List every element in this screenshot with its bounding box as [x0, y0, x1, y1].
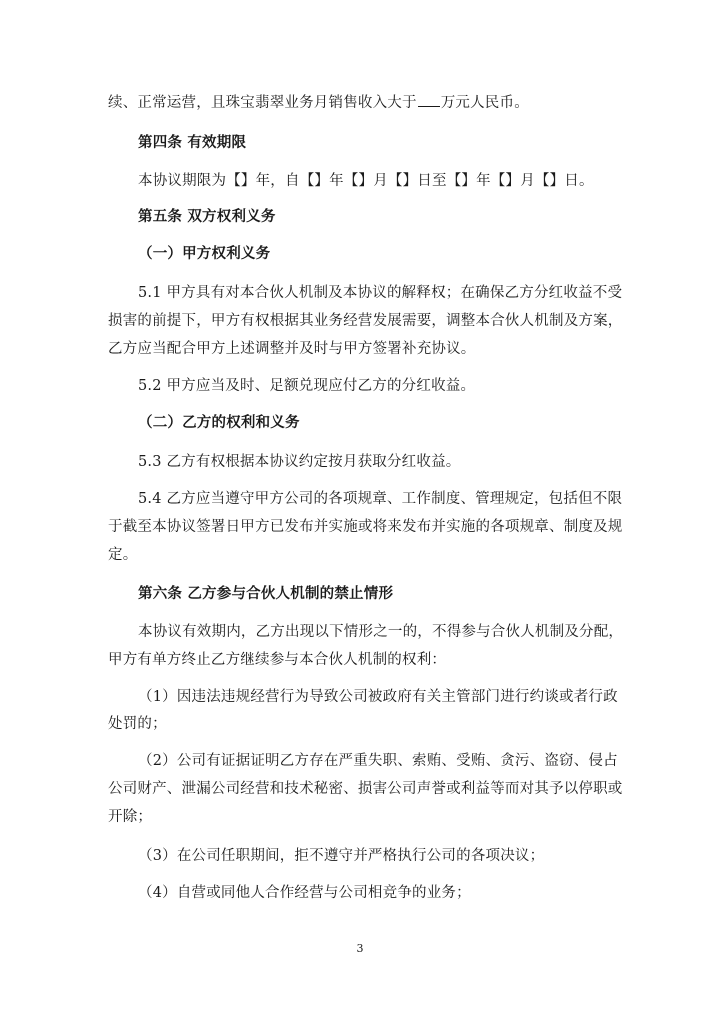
clause-5-1-line-3: 乙方应当配合甲方上述调整并及时与甲方签署补充协议。	[108, 341, 476, 357]
clause-5-1-line-1: 5.1 甲方具有对本合伙人机制及本协议的解释权；在确保乙方分红收益不受	[138, 285, 623, 301]
clause-5-2: 5.2 甲方应当及时、足额兑现应付乙方的分红收益。	[138, 378, 476, 394]
article-5-heading: 第五条 双方权利义务	[138, 208, 276, 225]
clause-5-4-line-2: 于截至本协议签署日甲方已发布并实施或将来发布并实施的各项规章、制度及规	[108, 519, 623, 535]
clause-5-4-line-1: 5.4 乙方应当遵守甲方公司的各项规章、工作制度、管理规定，包括但不限	[138, 491, 623, 507]
amount-blank	[418, 92, 440, 107]
item-2-line-1: （2）公司有证据证明乙方存在严重失职、索贿、受贿、贪污、盗窃、侵占	[138, 753, 618, 769]
item-2-line-3: 开除；	[108, 809, 153, 825]
item-1-line-2: 处罚的；	[108, 716, 167, 732]
section-b-heading: （二）乙方的权利和义务	[138, 414, 300, 431]
article-6-intro-line-1: 本协议有效期内，乙方出现以下情形之一的，不得参与合伙人机制及分配，	[138, 624, 624, 640]
item-4: （4）自营或同他人合作经营与公司相竞争的业务；	[138, 885, 471, 901]
article-4-body: 本协议期限为【】年，自【】年【】月【】日至【】年【】月【】日。	[138, 173, 594, 189]
section-a-heading: （一）甲方权利义务	[138, 245, 271, 262]
clause-5-4-line-3: 定。	[108, 547, 138, 563]
clause-5-1-line-2: 损害的前提下，甲方有权根据其业务经营发展需要，调整本合伙人机制及方案，	[108, 313, 623, 329]
item-3: （3）在公司任职期间，拒不遵守并严格执行公司的各项决议；	[138, 848, 545, 864]
article-6-intro-line-2: 甲方有单方终止乙方继续参与本合伙人机制的权利：	[108, 652, 447, 668]
continuation-text-after-blank: 万元人民币。	[440, 95, 529, 111]
paragraph-continuation	[108, 92, 529, 113]
clause-5-3: 5.3 乙方有权根据本协议约定按月获取分红收益。	[138, 454, 461, 470]
item-1-line-1: （1）因违法违规经营行为导致公司被政府有关主管部门进行约谈或者行政	[138, 689, 618, 705]
item-2-line-2: 公司财产、泄漏公司经营和技术秘密、损害公司声誉或利益等而对其予以停职或	[108, 781, 623, 797]
article-4-heading: 第四条 有效期限	[138, 134, 247, 151]
article-6-heading: 第六条 乙方参与合伙人机制的禁止情形	[138, 585, 394, 602]
continuation-text-before-blank: 续、正常运营，且珠宝翡翠业务月销售收入大于	[108, 95, 417, 111]
page-number: 3	[356, 942, 364, 955]
